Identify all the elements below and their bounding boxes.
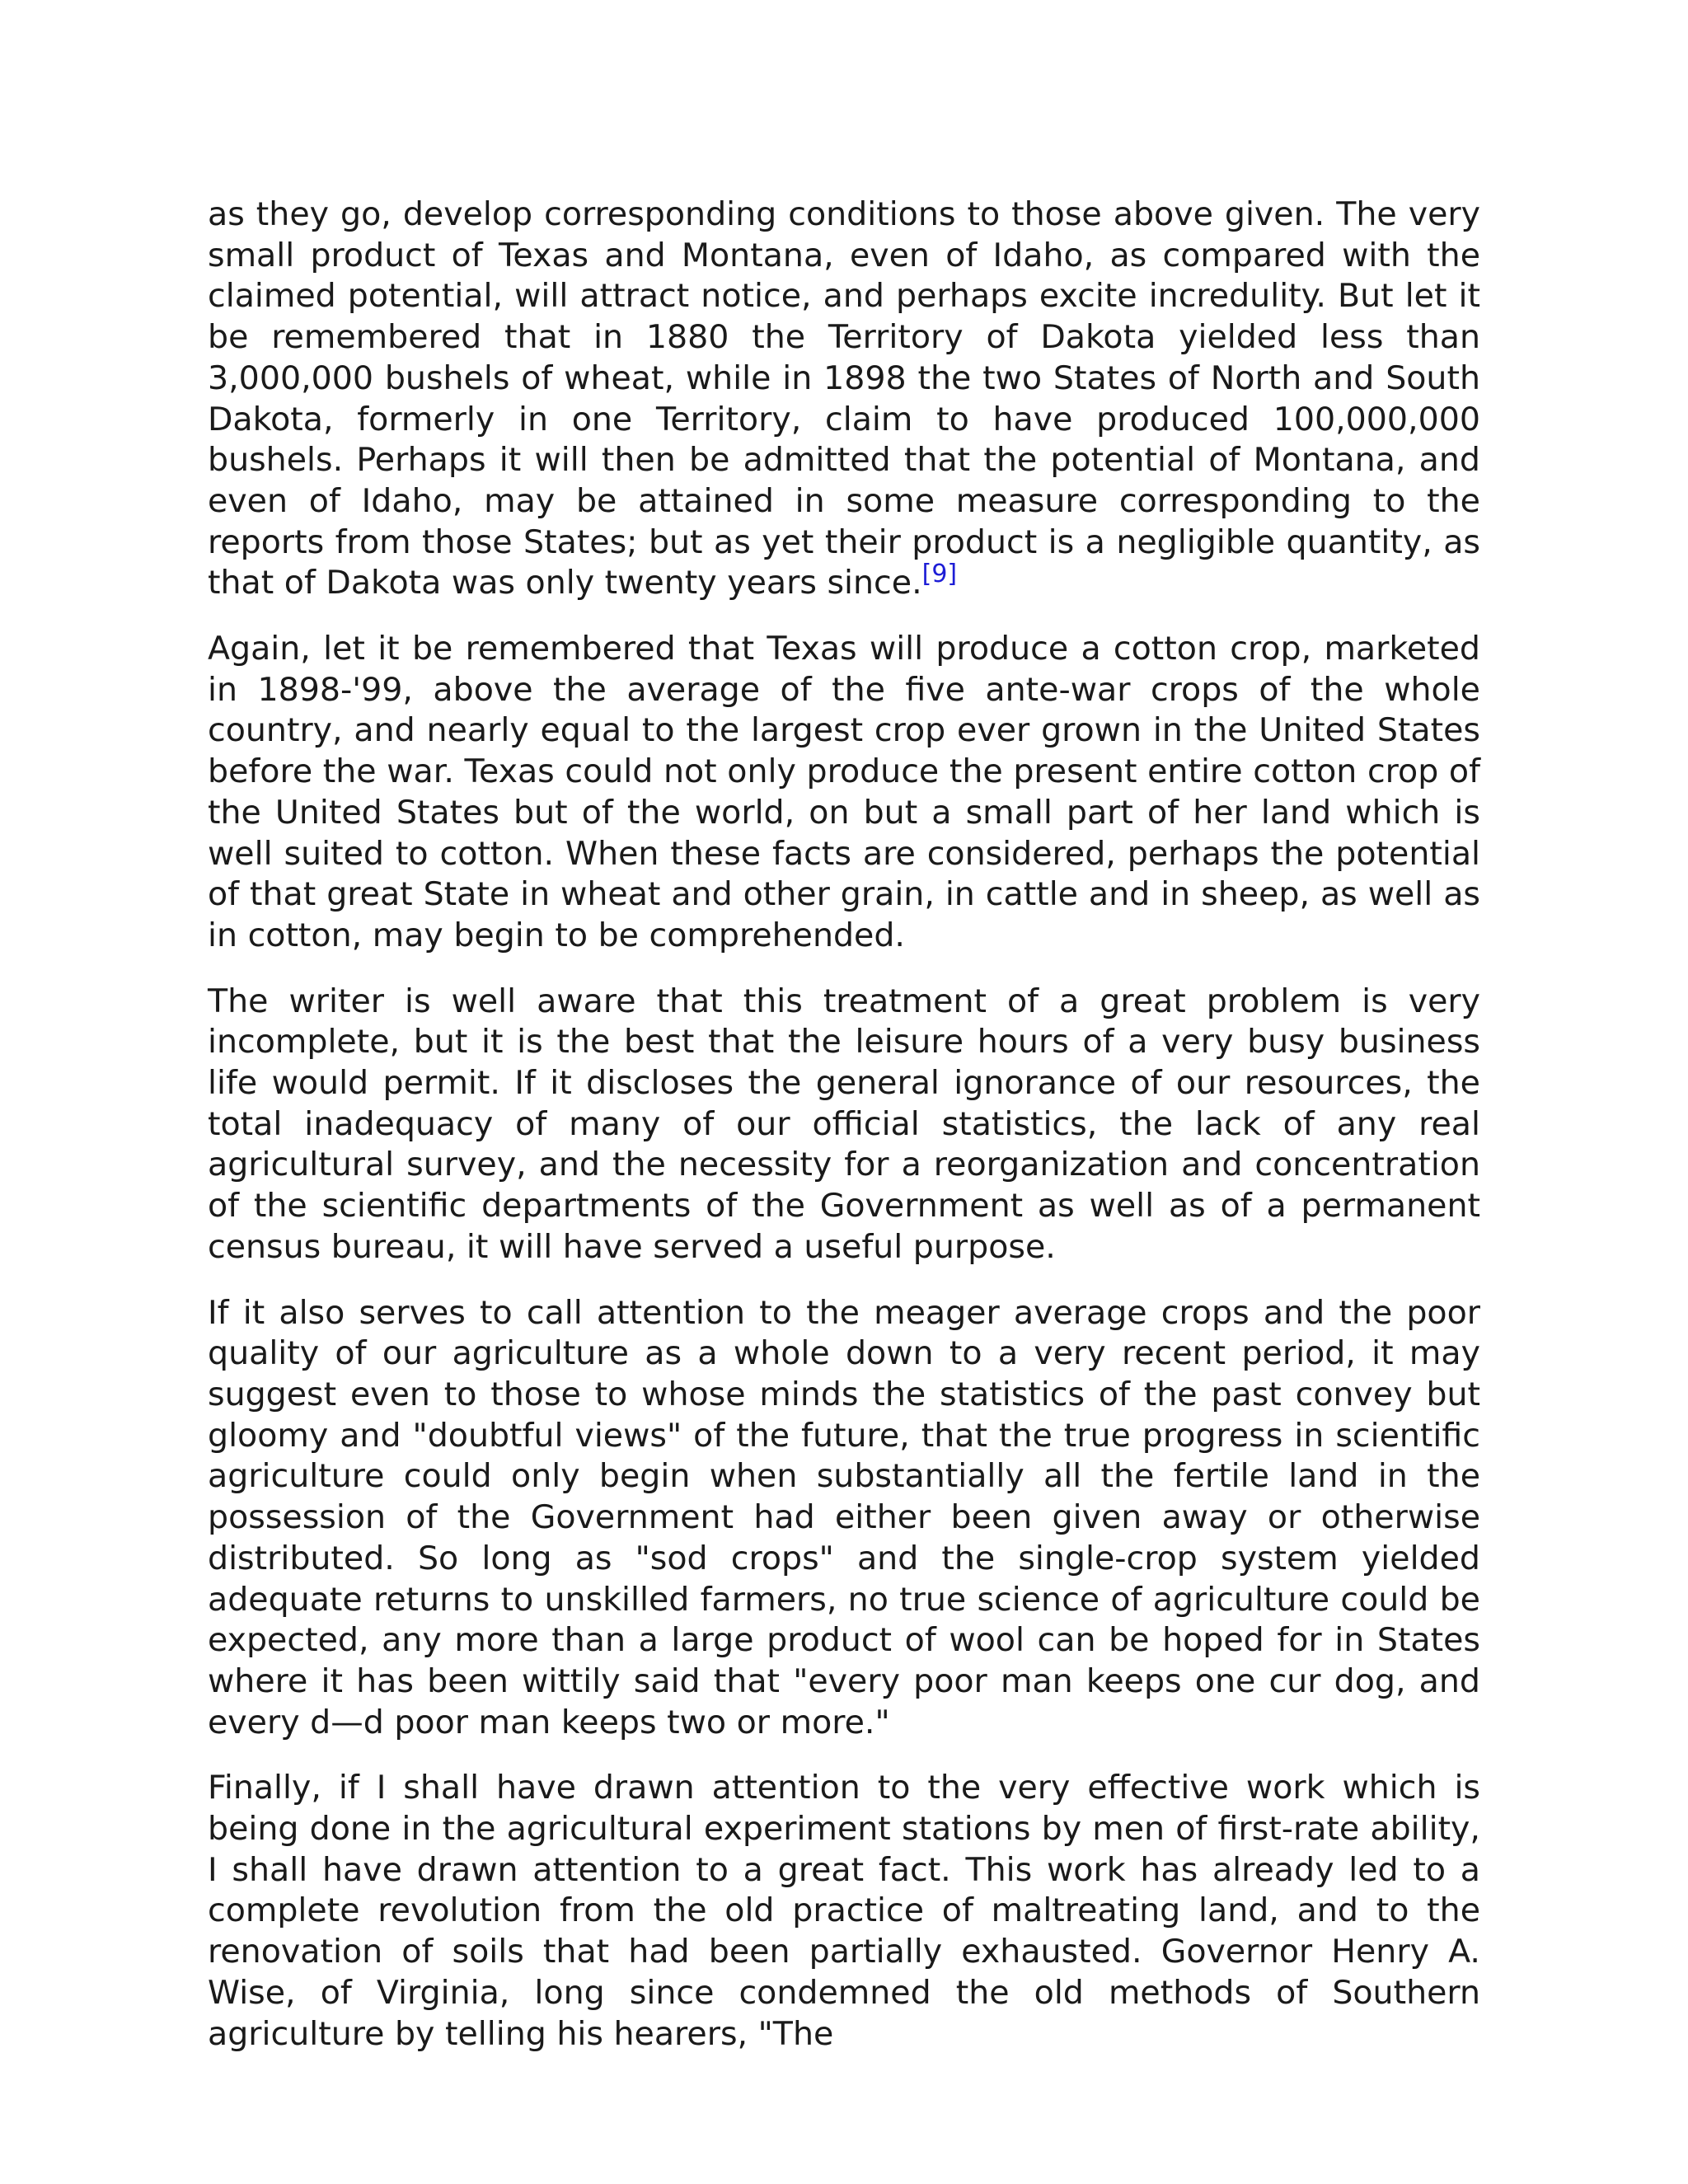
paragraph-dakota-wheat (208, 194, 1480, 604)
paragraph-text: as they go, develop corresponding conditions to those above given. The very small product of Texas and Montana, even of Idaho, as compared with the claimed potential, will attract notice, and perhaps excite incredulity. But let it be remembered that in 1880 the Territory of Dakota yielded less than 3,000,000 bushels of wheat, while in 1898 the two States of North and South Dakota, formerly in one Territory, claim to have produced 100,000,000 bushels. Perhaps it will then be admitted that the potential of Montana, and even of Idaho, may be attained in some measure corresponding to the reports from those States; but as yet their product is a negligible quantity, as that of Dakota was only twenty years since. (208, 195, 1480, 602)
paragraph-text: Finally, if I shall have drawn attention to the very effective work which is being done in the agricultural experiment stations by men of first-rate ability, I shall have drawn attention to a great fact. This work has already led to a complete revolution from the old practice of maltreating land, and to the renovation of soils that had been partially exhausted. Governor Henry A. Wise, of Virginia, long since condemned the old methods of Southern agriculture by telling his hearers, "The (208, 1769, 1480, 2053)
paragraph-texas-cotton (208, 629, 1480, 957)
paragraph-text: Again, let it be remembered that Texas will produce a cotton crop, marketed in 1898-'99, above the average of the five ante-war crops of the whole country, and nearly equal to the largest crop ever grown in the United States before the war. Texas could not only produce the present entire cotton crop of the United States but of the world, on but a small part of her land which is well suited to cotton. When these facts are considered, perhaps the potential of that great State in wheat and other grain, in cattle and in sheep, as well as in cotton, may begin to be comprehended. (208, 630, 1480, 954)
paragraph-writer-aware (208, 982, 1480, 1268)
paragraph-text: The writer is well aware that this treatment of a great problem is very incomplete, but it is the best that the leisure hours of a very busy business life would permit. If it discloses the general ignorance of our resources, the total inadequacy of many of our official statistics, the lack of any real agricultural survey, and the necessity for a reorganization and concentration of the scientific departments of the Government as well as of a permanent census bureau, it will have served a useful purpose. (208, 982, 1480, 1266)
paragraph-text: If it also serves to call attention to the meager average crops and the poor quality of our agriculture as a whole down to a very recent period, it may suggest even to those to whose minds the statistics of the past convey but gloomy and "doubtful views" of the future, that the true progress in scientific agriculture could only begin when substantially all the fertile land in the possession of the Government had either been given away or otherwise distributed. So long as "sod crops" and the single-crop system yielded adequate returns to unskilled farmers, no true science of agriculture could be expected, any more than a large product of wool can be hoped for in States where it has been wittily said that "every poor man keeps one cur dog, and every d—d poor man keeps two or more." (208, 1293, 1480, 1741)
footnote-link[interactable]: [9] (921, 560, 958, 589)
paragraph-meager-crops (208, 1293, 1480, 1744)
paragraph-experiment-stations (208, 1768, 1480, 2055)
document-page (208, 194, 1480, 2079)
